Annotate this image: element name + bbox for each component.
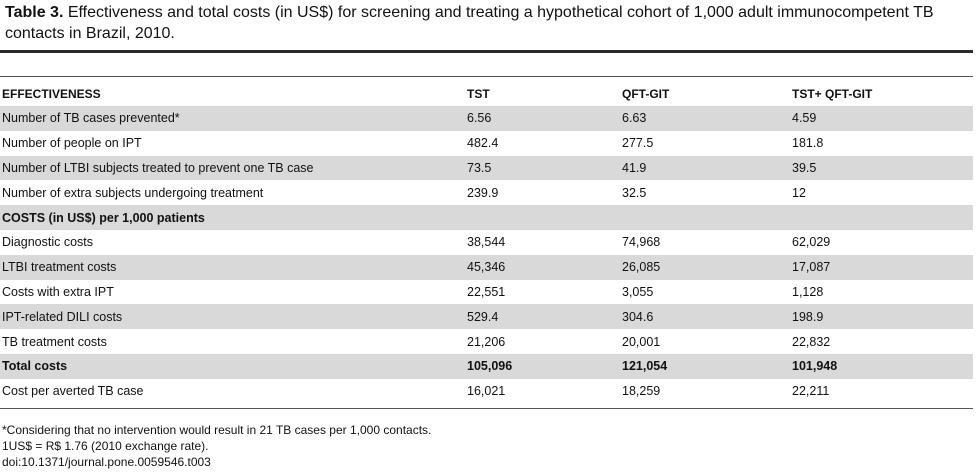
- header-row: [0, 81, 973, 106]
- value-qft-git: 304.6: [622, 304, 792, 329]
- value-tst: 45,346: [467, 255, 622, 280]
- value-qft-git: [622, 205, 792, 230]
- table-row: [0, 354, 973, 379]
- table-row: [0, 131, 973, 156]
- table-row: [0, 205, 973, 230]
- row-label: TB treatment costs: [2, 334, 107, 349]
- value-qft-git: 26,085: [622, 255, 792, 280]
- value-tst-qft-git: 39.5: [792, 156, 973, 181]
- value-tst-qft-git: 22,832: [792, 334, 831, 349]
- value-tst: 482.4: [467, 136, 499, 151]
- value-tst-qft-git: 22,211: [792, 384, 830, 399]
- top-rule: [0, 50, 973, 53]
- value-tst-qft-git: 17,087: [792, 255, 973, 280]
- table-row: [0, 180, 973, 205]
- value-tst: 73.5: [467, 156, 622, 181]
- header-effectiveness: EFFECTIVENESS: [2, 86, 101, 101]
- table-row: [0, 329, 973, 354]
- value-tst: 239.9: [467, 185, 499, 200]
- value-qft-git: 32.5: [622, 185, 647, 200]
- table-row: [0, 255, 973, 280]
- table-row: [0, 379, 973, 404]
- value-tst: [467, 205, 622, 230]
- value-tst: 22,551: [467, 284, 506, 299]
- row-label: LTBI treatment costs: [0, 255, 467, 280]
- value-tst: 16,021: [467, 384, 506, 399]
- table-body: [0, 106, 973, 404]
- footnote-doi: doi:10.1371/journal.pone.0059546.t003: [2, 455, 211, 469]
- row-label: Costs with extra IPT: [2, 284, 114, 299]
- value-qft-git: 121,054: [622, 354, 792, 379]
- row-label: Number of people on IPT: [2, 136, 142, 151]
- value-tst-qft-git: 1,128: [792, 284, 824, 299]
- value-qft-git: 74,968: [622, 235, 661, 250]
- row-label: Number of TB cases prevented*: [0, 106, 467, 131]
- table-row: [0, 156, 973, 181]
- value-tst-qft-git: 198.9: [792, 304, 973, 329]
- row-label: Diagnostic costs: [2, 235, 94, 250]
- header-tst-qft-git: TST+ QFT-GIT: [792, 86, 873, 101]
- value-tst: 21,206: [467, 334, 506, 349]
- value-tst: 529.4: [467, 304, 622, 329]
- row-label: Total costs: [0, 354, 467, 379]
- row-label: COSTS (in US$) per 1,000 patients: [0, 205, 467, 230]
- data-table: [0, 81, 973, 404]
- value-tst-qft-git: 4.59: [792, 106, 973, 131]
- value-tst-qft-git: 12: [792, 185, 806, 200]
- table-row: [0, 106, 973, 131]
- row-label: Cost per averted TB case: [2, 384, 144, 399]
- row-label: IPT-related DILI costs: [0, 304, 467, 329]
- table-row: [0, 304, 973, 329]
- value-tst: 38,544: [467, 235, 506, 250]
- value-qft-git: 6.63: [622, 106, 792, 131]
- table-title: [5, 2, 970, 44]
- value-qft-git: 20,001: [622, 334, 661, 349]
- value-qft-git: 3,055: [622, 284, 654, 299]
- table-row: [0, 280, 973, 305]
- value-tst-qft-git: 181.8: [792, 136, 824, 151]
- table-row: [0, 230, 973, 255]
- table-label: Table 3.: [5, 4, 64, 21]
- header-top-rule: [0, 76, 973, 77]
- value-qft-git: 277.5: [622, 136, 654, 151]
- table-caption: Effectiveness and total costs (in US$) for screening and treating a hypothetical cohort of 1,000 adult immunocompetent TB contacts in Brazil, 2010.: [5, 4, 934, 42]
- value-qft-git: 18,259: [622, 384, 661, 399]
- row-label: Number of LTBI subjects treated to prevent one TB case: [0, 156, 467, 181]
- header-tst: TST: [467, 86, 490, 101]
- table-bottom-rule: [0, 408, 973, 409]
- header-qft-git: QFT-GIT: [622, 86, 670, 101]
- footnote-exchange-rate: 1US$ = R$ 1.76 (2010 exchange rate).: [2, 439, 209, 453]
- value-tst: 6.56: [467, 106, 622, 131]
- value-tst: 105,096: [467, 354, 622, 379]
- footnote-asterisk: *Considering that no intervention would result in 21 TB cases per 1,000 contacts.: [2, 423, 432, 437]
- value-tst-qft-git: 101,948: [792, 354, 973, 379]
- value-qft-git: 41.9: [622, 156, 792, 181]
- value-tst-qft-git: [792, 205, 973, 230]
- row-label: Number of extra subjects undergoing treatment: [2, 185, 264, 200]
- value-tst-qft-git: 62,029: [792, 235, 831, 250]
